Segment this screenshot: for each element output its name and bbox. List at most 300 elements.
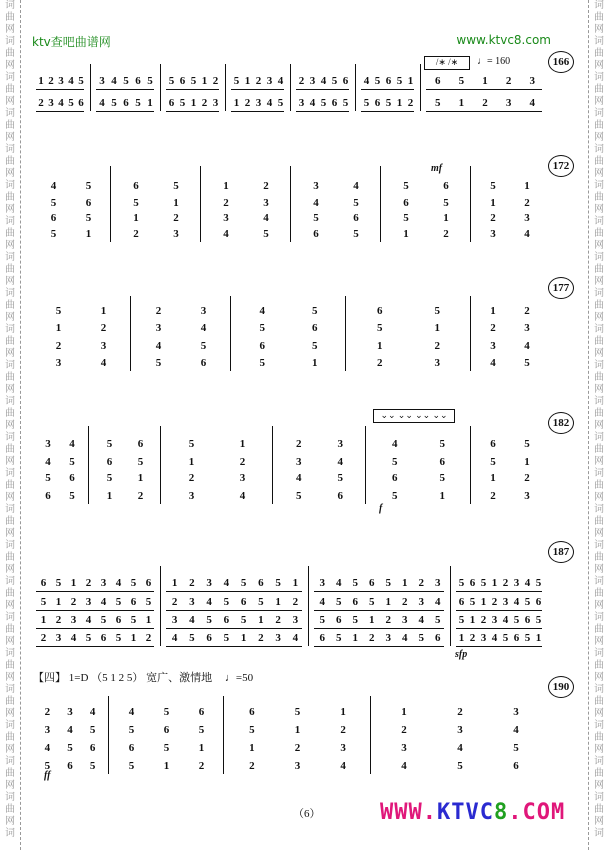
note: 6 [435, 75, 441, 87]
note: 2 [401, 724, 407, 736]
note: 2 [469, 632, 476, 644]
note: 5 [277, 97, 284, 109]
note: 5 [363, 97, 370, 109]
note: 5 [240, 577, 247, 589]
note: 6 [435, 632, 441, 644]
note: 1 [491, 577, 498, 589]
barline [450, 566, 451, 646]
note: 4 [128, 706, 135, 718]
note: 5 [352, 577, 358, 589]
note: 3 [313, 180, 319, 192]
note: 6 [392, 472, 398, 484]
note: 6 [133, 180, 139, 192]
note: 2 [385, 614, 391, 626]
barline [90, 64, 91, 111]
note: 1 [201, 75, 208, 87]
note: 5 [85, 212, 92, 224]
note: 2 [340, 724, 346, 736]
note: 3 [173, 228, 179, 240]
note: 5 [490, 180, 496, 192]
note: 1 [188, 456, 195, 468]
note: 1 [340, 706, 346, 718]
note: 5 [275, 577, 281, 589]
dynamic-sfp: sfp [455, 649, 468, 660]
note: 2 [490, 322, 496, 334]
note: 1 [458, 97, 465, 109]
note: 4 [67, 724, 73, 736]
note: 5 [179, 97, 186, 109]
note: 5 [313, 212, 319, 224]
beam [166, 89, 219, 90]
note: 2 [44, 706, 51, 718]
beam [166, 628, 302, 629]
note: 3 [457, 724, 463, 736]
note: 4 [524, 577, 531, 589]
note: 5 [535, 614, 542, 626]
measure-number-172: 172 [548, 155, 574, 177]
note: 3 [296, 456, 302, 468]
note: 1 [439, 490, 445, 502]
note: 3 [85, 596, 92, 608]
note: 1 [480, 596, 487, 608]
note: 4 [529, 97, 535, 109]
note: 2 [48, 75, 54, 87]
beam [36, 628, 154, 629]
note: 3 [58, 75, 64, 87]
note: 6 [377, 305, 383, 317]
beam [231, 89, 284, 90]
note: 5 [294, 706, 301, 718]
beam [36, 111, 84, 112]
note: 4 [296, 472, 302, 484]
note: 5 [374, 75, 381, 87]
barline [88, 426, 89, 504]
note: 2 [137, 490, 144, 502]
note: 6 [145, 577, 152, 589]
note: 3 [490, 228, 496, 240]
note: 6 [385, 75, 392, 87]
note: 5 [135, 97, 141, 109]
note: 3 [402, 614, 408, 626]
note: 4 [337, 456, 343, 468]
beam [456, 610, 542, 611]
note: 1 [524, 456, 530, 468]
note: 2 [212, 75, 219, 87]
note: 5 [524, 596, 531, 608]
note: 4 [313, 197, 319, 209]
note: 5 [189, 632, 195, 644]
note: 6 [336, 614, 342, 626]
note: 3 [100, 577, 107, 589]
note: 2 [407, 97, 414, 109]
note: 3 [340, 742, 346, 754]
note: 3 [524, 490, 530, 502]
note: 2 [255, 75, 262, 87]
note: 4 [171, 632, 178, 644]
note: 3 [292, 614, 299, 626]
barline [110, 166, 111, 242]
note: 5 [206, 614, 212, 626]
note: 5 [458, 614, 465, 626]
barline [160, 566, 161, 646]
note: 3 [385, 632, 391, 644]
note: 5 [458, 75, 465, 87]
note: 5 [123, 75, 129, 87]
note: 5 [50, 228, 57, 240]
note: 3 [524, 322, 530, 334]
note: 4 [435, 596, 441, 608]
note: 4 [266, 97, 273, 109]
beam [296, 89, 349, 90]
note: 1 [396, 97, 403, 109]
note: 6 [223, 614, 230, 626]
note: 6 [342, 75, 349, 87]
note: 5 [89, 760, 96, 772]
note: 2 [40, 632, 47, 644]
note: 1 [275, 596, 281, 608]
note: 5 [469, 596, 476, 608]
note: 4 [319, 596, 325, 608]
note: 6 [69, 472, 75, 484]
barline [108, 696, 109, 774]
note: 5 [190, 75, 197, 87]
note: 4 [58, 97, 64, 109]
note: 5 [337, 472, 343, 484]
note: 3 [155, 322, 162, 334]
note: 5 [173, 180, 179, 192]
note: 2 [100, 322, 107, 334]
note: 5 [89, 724, 96, 736]
note: 3 [44, 724, 51, 736]
note: 5 [168, 75, 175, 87]
note: 3 [70, 614, 77, 626]
note: 1 [458, 632, 465, 644]
note: 4 [69, 438, 75, 450]
section-tempo: ♩=50 [224, 672, 254, 684]
note: 4 [50, 180, 57, 192]
note: 3 [266, 75, 273, 87]
dynamic-ff: ff [44, 770, 51, 781]
note: 5 [130, 577, 137, 589]
note: 4 [491, 632, 498, 644]
right-border [588, 0, 589, 850]
note: 6 [249, 706, 255, 718]
barline [160, 426, 161, 504]
note: 3 [294, 760, 301, 772]
note: 2 [38, 97, 44, 109]
note: 1 [233, 97, 240, 109]
note: 4 [513, 596, 520, 608]
note: 3 [298, 97, 305, 109]
note: 5 [524, 632, 531, 644]
note: 5 [353, 228, 359, 240]
note: 4 [100, 357, 107, 369]
note: 2 [133, 228, 139, 240]
note: 5 [115, 632, 122, 644]
note: 2 [258, 632, 264, 644]
note: 5 [55, 305, 62, 317]
note: 1 [434, 322, 440, 334]
note: 6 [128, 742, 135, 754]
beam [231, 111, 284, 112]
note: 1 [171, 577, 178, 589]
note: 5 [188, 438, 195, 450]
note: 1 [130, 632, 137, 644]
barline [345, 296, 346, 371]
beam [314, 591, 444, 592]
note: 4 [353, 180, 359, 192]
note: 1 [385, 596, 391, 608]
dynamic-f: f [379, 503, 383, 514]
note: 4 [70, 632, 77, 644]
note: 4 [111, 75, 117, 87]
note: 5 [106, 438, 113, 450]
note: 3 [401, 742, 407, 754]
note: 1 [482, 75, 488, 87]
note: 6 [67, 760, 73, 772]
note: 5 [458, 577, 465, 589]
note: 3 [263, 197, 269, 209]
note: 4 [401, 760, 407, 772]
note: 5 [443, 197, 449, 209]
note: 5 [163, 742, 170, 754]
left-border [20, 0, 21, 850]
barline [223, 696, 224, 774]
note: 6 [313, 228, 319, 240]
note: 2 [369, 632, 375, 644]
note: 2 [377, 357, 383, 369]
note: 1 [133, 212, 139, 224]
note: 1 [524, 180, 530, 192]
note: 5 [240, 614, 247, 626]
note: 2 [524, 197, 530, 209]
beam [361, 111, 414, 112]
note: 4 [115, 577, 122, 589]
note: 6 [137, 438, 144, 450]
note: 5 [331, 75, 338, 87]
note: 2 [85, 577, 92, 589]
note: 4 [155, 340, 162, 352]
barline [160, 64, 161, 111]
watermark-right: 词 曲 网 词 曲 网 词 曲 网 词 曲 网 词 曲 网 词 曲 网 词 曲 网 词 曲 网 词 曲 网 词 曲 网 词 曲 网 词 曲 网 词 曲 网 词 曲 网 词 曲 网 词 曲 网 词 曲 网 词 曲 网 词 曲 网 词 曲 网 词 曲 网 词 曲 网 词 曲 网 词 [594, 0, 604, 839]
note: 2 [480, 614, 487, 626]
note: 4 [223, 228, 229, 240]
page-number: （6） [293, 808, 321, 820]
note: 4 [292, 632, 299, 644]
note: 5 [50, 197, 57, 209]
note: 2 [189, 577, 195, 589]
note: 4 [100, 596, 107, 608]
note: 2 [418, 577, 424, 589]
beam [314, 628, 444, 629]
note: 5 [435, 614, 441, 626]
note: 4 [457, 742, 463, 754]
note: 2 [275, 614, 281, 626]
site-url: www.ktvc8.com [456, 33, 551, 47]
section-expression: 宽广、激情地 [146, 672, 213, 684]
note: 1 [377, 340, 383, 352]
note: 4 [336, 577, 342, 589]
note: 6 [206, 632, 212, 644]
measure-number-166: 166 [548, 51, 574, 73]
note: 5 [513, 614, 520, 626]
note: 3 [502, 596, 509, 608]
note: 6 [168, 97, 175, 109]
note: 5 [524, 438, 530, 450]
note: 6 [135, 75, 141, 87]
note: 3 [239, 472, 246, 484]
note: 2 [249, 760, 255, 772]
note: 4 [277, 75, 284, 87]
barline [230, 296, 231, 371]
note: 1 [490, 305, 496, 317]
note: 6 [45, 490, 51, 502]
beam [166, 610, 302, 611]
note: 5 [502, 632, 509, 644]
note: 1 [535, 632, 542, 644]
note: 5 [312, 340, 318, 352]
barline [370, 696, 371, 774]
tempo-mark: ♩= 160 [477, 56, 511, 67]
barline [290, 166, 291, 242]
note: 6 [89, 742, 96, 754]
note: 5 [111, 97, 117, 109]
beam [426, 111, 542, 112]
note: 5 [258, 596, 264, 608]
note: 2 [490, 212, 496, 224]
note: 1 [401, 706, 407, 718]
note: 6 [123, 97, 129, 109]
note: 4 [206, 596, 212, 608]
note: 5 [85, 180, 92, 192]
note: 5 [69, 490, 75, 502]
note: 1 [469, 614, 476, 626]
note: 1 [55, 322, 62, 334]
note: 6 [259, 340, 265, 352]
note: 5 [69, 456, 75, 468]
note: 3 [513, 706, 519, 718]
note: 4 [524, 228, 530, 240]
note: 2 [402, 596, 408, 608]
note: 1 [147, 97, 153, 109]
note: 1 [490, 197, 496, 209]
note: 1 [198, 742, 205, 754]
note: 5 [249, 724, 255, 736]
note: 3 [200, 305, 207, 317]
note: 4 [502, 614, 509, 626]
note: 4 [340, 760, 346, 772]
watermark-left: 词 曲 网 词 曲 网 词 曲 网 词 曲 网 词 曲 网 词 曲 网 词 曲 网 词 曲 网 词 曲 网 词 曲 网 词 曲 网 词 曲 网 词 曲 网 词 曲 网 词 曲 网 词 曲 网 词 曲 网 词 曲 网 词 曲 网 词 曲 网 词 曲 网 词 曲 网 词 曲 网 词 [5, 0, 15, 839]
note: 2 [294, 742, 301, 754]
note: 5 [130, 614, 137, 626]
note: 1 [249, 742, 255, 754]
note: 5 [78, 75, 84, 87]
note: 4 [99, 97, 105, 109]
note: 6 [163, 724, 170, 736]
barline [290, 64, 291, 111]
note: 5 [434, 305, 440, 317]
note: 2 [502, 577, 509, 589]
note: 6 [200, 357, 207, 369]
note: 1 [490, 472, 496, 484]
note: 1 [403, 228, 409, 240]
note: 5 [319, 614, 325, 626]
note: 6 [106, 456, 113, 468]
note: 4 [239, 490, 246, 502]
note: 6 [331, 97, 338, 109]
note: 1 [106, 490, 113, 502]
barline [420, 64, 421, 111]
section-header [33, 669, 253, 685]
note: 3 [524, 212, 530, 224]
note: 5 [233, 75, 240, 87]
note: 4 [363, 75, 370, 87]
note: 1 [258, 614, 264, 626]
note: 1 [40, 614, 47, 626]
note: 2 [505, 75, 512, 87]
section-label: 【四】 [33, 672, 66, 684]
note: 2 [524, 472, 530, 484]
note: 6 [319, 632, 325, 644]
note: 6 [352, 596, 358, 608]
note: 2 [482, 97, 488, 109]
note: 3 [206, 577, 212, 589]
note: 2 [145, 632, 152, 644]
note: 1 [369, 614, 375, 626]
note: 5 [385, 97, 392, 109]
note: 4 [392, 438, 398, 450]
beam [36, 610, 154, 611]
measure-number-177: 177 [548, 277, 574, 299]
note: 3 [100, 340, 107, 352]
barline [380, 166, 381, 242]
beam [166, 111, 219, 112]
note: 3 [48, 97, 54, 109]
note: 6 [469, 577, 476, 589]
note: 2 [490, 490, 496, 502]
note: 2 [70, 596, 77, 608]
note: 5 [100, 614, 107, 626]
note: 1 [294, 724, 301, 736]
note: 5 [457, 760, 463, 772]
note: 1 [223, 180, 229, 192]
note: 3 [434, 357, 440, 369]
beam [96, 89, 154, 90]
note: 5 [145, 596, 152, 608]
note: 4 [309, 97, 316, 109]
note: 5 [163, 706, 170, 718]
note: 2 [173, 212, 179, 224]
note: 3 [337, 438, 343, 450]
note: 2 [524, 305, 530, 317]
note: 5 [385, 577, 391, 589]
barline [200, 166, 201, 242]
measure-number-190: 190 [548, 676, 574, 698]
note: 5 [68, 97, 74, 109]
barline [272, 426, 273, 504]
note: 6 [513, 632, 520, 644]
note: 5 [147, 75, 153, 87]
beam [426, 89, 542, 90]
section-key: 1=D [68, 672, 89, 684]
note: 1 [190, 97, 197, 109]
note: 5 [535, 577, 542, 589]
note: 2 [434, 340, 440, 352]
beam [96, 111, 154, 112]
beam [36, 591, 154, 592]
beam [456, 591, 542, 592]
note: 5 [133, 197, 139, 209]
